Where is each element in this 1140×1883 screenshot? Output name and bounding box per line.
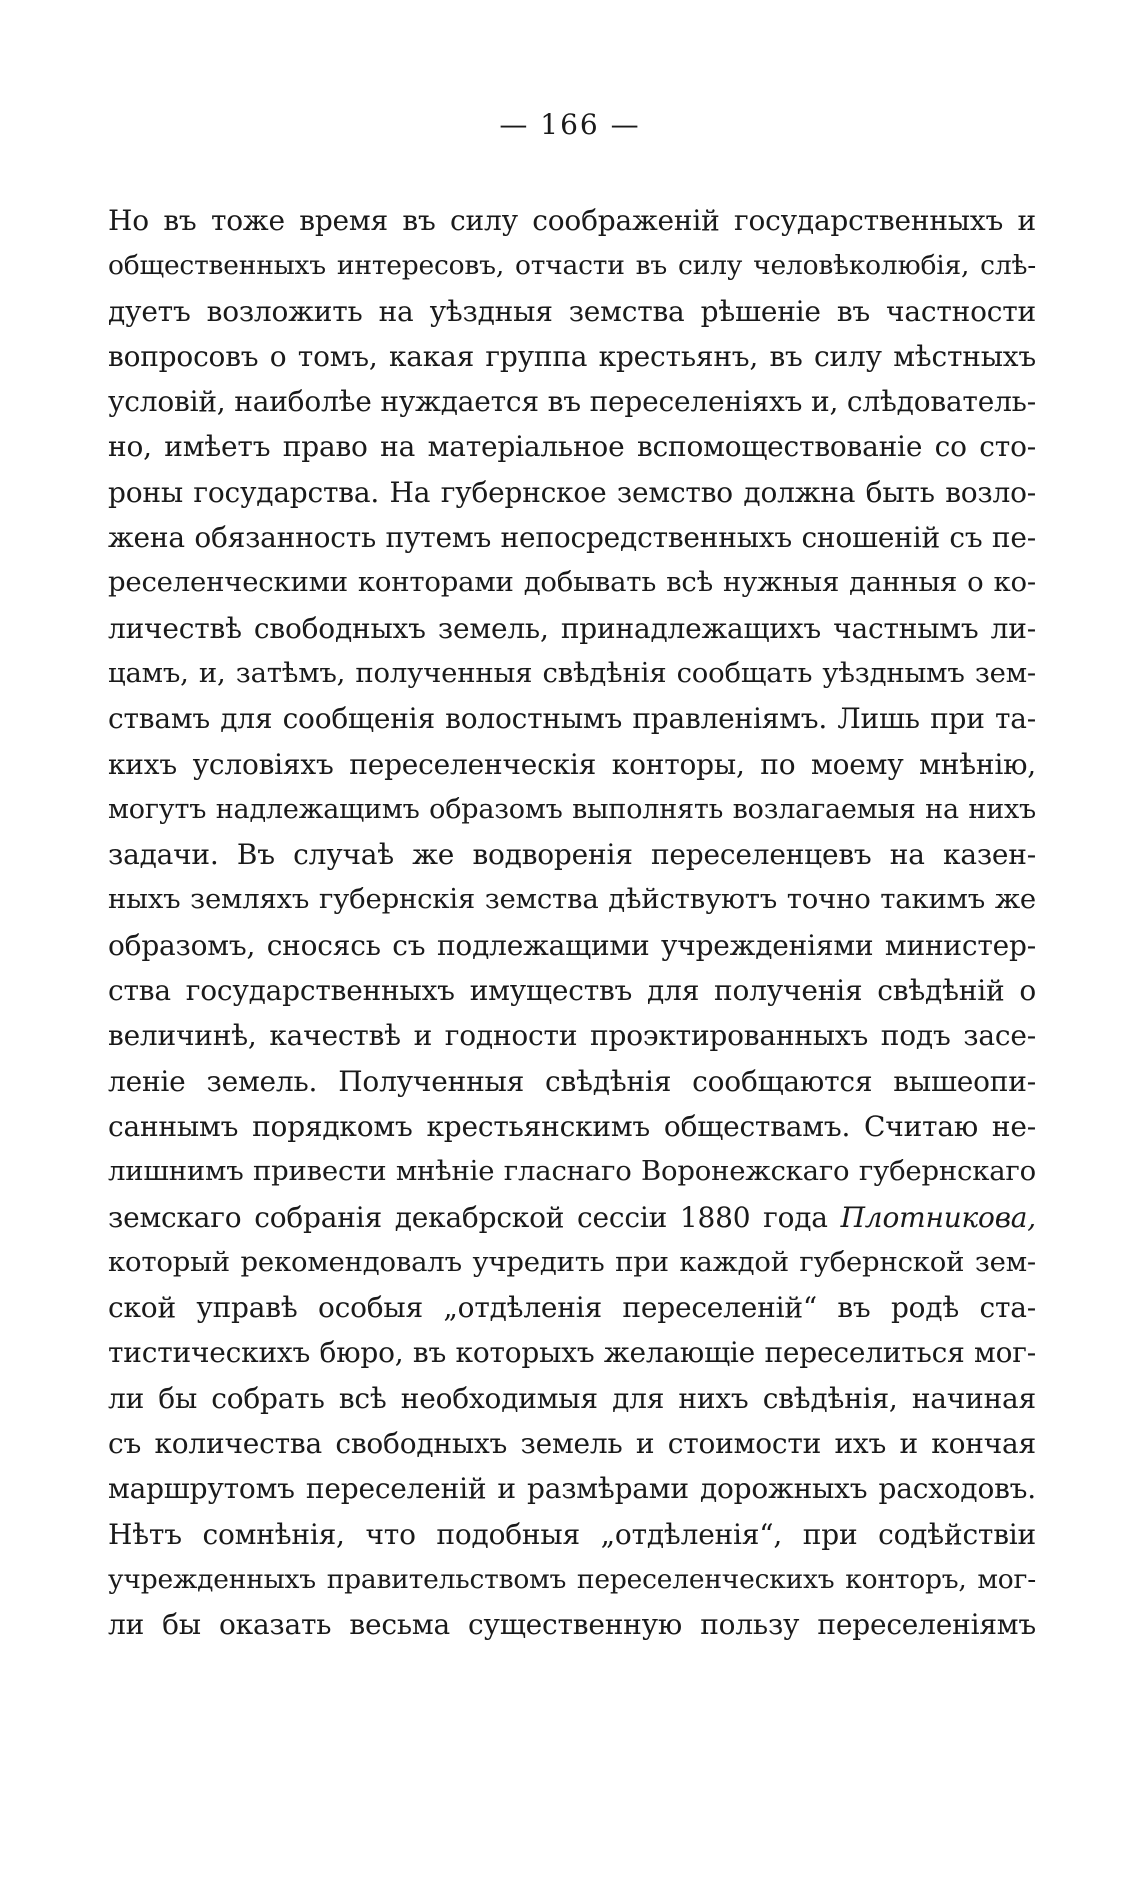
text-line: ли бы собрать всѣ необходимыя для нихъ свѣдѣнія, начиная — [108, 1381, 1036, 1415]
text-line: общественныхъ интересовъ, отчасти въ силу человѣколюбія, слѣ- — [108, 250, 1036, 282]
text-line: цамъ, и, затѣмъ, полученныя свѣдѣнія сообщать уѣзднымъ зем- — [108, 656, 1036, 689]
text-line: жена обязанность путемъ непосредственныхъ сношеній съ пе- — [108, 521, 1036, 555]
text-line: съ количества свободныхъ земель и стоимости ихъ и кончая — [108, 1427, 1036, 1461]
text-line: величинѣ, качествѣ и годности проэктированныхъ подъ засе- — [108, 1019, 1036, 1053]
text-line: лишнимъ привести мнѣніе гласнаго Воронежскаго губернскаго — [108, 1155, 1036, 1188]
text-line: ли бы оказать весьма существенную пользу переселеніямъ — [108, 1608, 1036, 1642]
text-line-with-name — [108, 1195, 1036, 1240]
text-line: образомъ, сносясь съ подлежащими учрежденіями министер- — [108, 928, 1036, 962]
text-line: реселенческими конторами добывать всѣ нужныя данныя о ко- — [108, 566, 1036, 599]
person-name-italic: Плотникова, — [840, 1200, 1036, 1234]
text-line: но, имѣетъ право на матеріальное вспомоществованіе со сто- — [108, 430, 1036, 464]
text-line: ской управѣ особыя „отдѣленія переселеній“ въ родѣ ста- — [108, 1291, 1036, 1325]
text-line: могутъ надлежащимъ образомъ выполнять возлагаемыя на нихъ — [108, 793, 1036, 825]
text-line: ствамъ для сообщенія волостнымъ правленіямъ. Лишь при та- — [108, 702, 1036, 736]
text-line: вопросовъ о томъ, какая группа крестьянъ, въ силу мѣстныхъ — [108, 339, 1036, 373]
text-line: Нѣтъ сомнѣнія, что подобныя „отдѣленія“, при содѣйствіи — [108, 1517, 1036, 1551]
text-line: Но въ тоже время въ силу соображеній государственныхъ и — [108, 204, 1036, 237]
text-line: тистическихъ бюро, въ которыхъ желающіе переселиться мог- — [108, 1336, 1036, 1370]
text-line: ныхъ земляхъ губернскія земства дѣйствуютъ точно такимъ же — [108, 883, 1036, 916]
text-line: кихъ условіяхъ переселенческія конторы, по моему мнѣнію, — [108, 747, 1036, 781]
text-line: учрежденныхъ правительствомъ переселенческихъ конторъ, мог- — [108, 1563, 1036, 1595]
page-number: — 166 — — [499, 108, 641, 141]
text-line: ства государственныхъ имуществъ для полученія свѣдѣній о — [108, 974, 1036, 1008]
text-line: задачи. Въ случаѣ же водворенія переселенцевъ на казен- — [108, 838, 1036, 872]
text-line: дуетъ возложить на уѣздныя земства рѣшеніе въ частности — [108, 294, 1036, 328]
text-line: саннымъ порядкомъ крестьянскимъ обществамъ. Считаю не- — [108, 1109, 1036, 1143]
text-line: который рекомендовалъ учредить при каждой губернской зем- — [108, 1245, 1036, 1278]
body-text — [108, 198, 1036, 1648]
text-line: личествѣ свободныхъ земель, принадлежащихъ частнымъ ли- — [108, 611, 1036, 645]
text-line: роны государства. На губернское земство должна быть возло- — [108, 475, 1036, 509]
text-line: леніе земель. Полученныя свѣдѣнія сообщаются вышеопи- — [108, 1064, 1036, 1098]
text-line: условій, наиболѣе нуждается въ переселеніяхъ и, слѣдователь- — [108, 385, 1036, 419]
text-line-start: земскаго собранія декабрской сессіи 1880 года — [108, 1200, 828, 1234]
text-line: маршрутомъ переселеній и размѣрами дорожныхъ расходовъ. — [108, 1472, 1036, 1506]
